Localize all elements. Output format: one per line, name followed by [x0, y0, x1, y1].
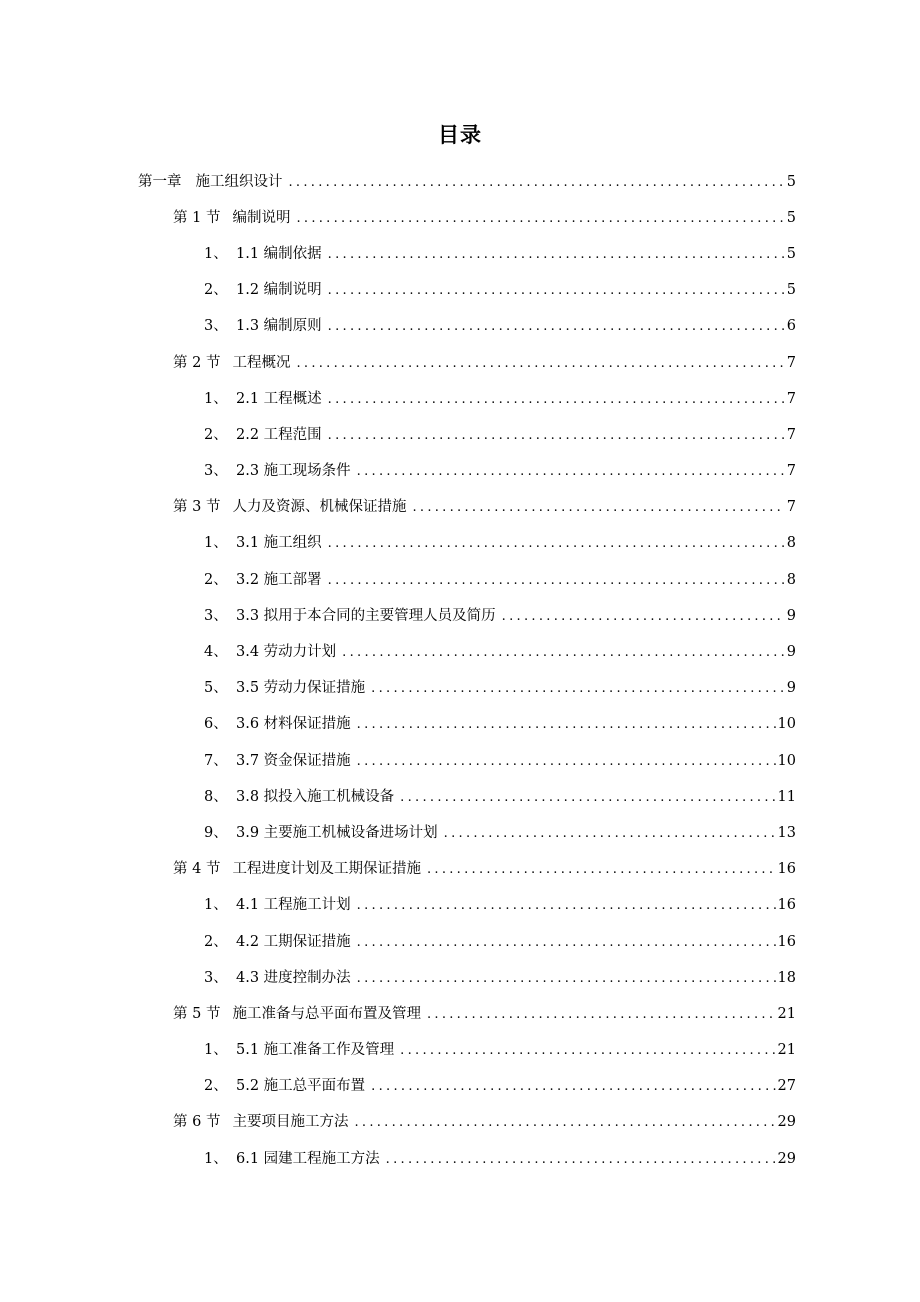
toc-entry-line [173, 495, 796, 516]
toc-entry-text: 3.2 施工部署 [236, 571, 322, 588]
toc-leader-dots [296, 211, 784, 226]
toc-entry[interactable] [0, 1067, 920, 1103]
toc-leader-dots [371, 1079, 775, 1094]
toc-leader-dots [357, 717, 776, 732]
toc-entry-number: 7、 [204, 752, 228, 769]
toc-leader-dots [412, 500, 784, 515]
toc-entry[interactable] [0, 741, 920, 777]
toc-entry[interactable] [0, 669, 920, 705]
toc-entry[interactable] [0, 234, 920, 270]
toc-entry-page: 21 [777, 1005, 796, 1022]
toc-leader-dots [357, 754, 776, 769]
toc-entry-text: 3.7 资金保证措施 [236, 752, 351, 769]
toc-entry[interactable] [0, 415, 920, 451]
toc-entry-page: 13 [777, 824, 796, 841]
toc-entry[interactable] [0, 560, 920, 596]
toc-entry-line [204, 423, 796, 444]
toc-entry-number: 1、 [204, 245, 228, 262]
toc-entry-number: 3、 [204, 607, 228, 624]
toc-entry-number: 1、 [204, 390, 228, 407]
toc-leader-dots [386, 1152, 776, 1167]
toc-entry-page: 5 [786, 282, 796, 299]
toc-entry-text: 5.1 施工准备工作及管理 [236, 1042, 395, 1059]
toc-entry-line [173, 206, 796, 227]
toc-entry-text: 3.6 材料保证措施 [236, 716, 351, 733]
toc-entry-number: 第 2 节 [173, 354, 221, 371]
toc-entry-number: 6、 [204, 716, 228, 733]
toc-entry-line [173, 351, 796, 372]
toc-entry[interactable] [0, 777, 920, 813]
toc-entry-text: 1.1 编制依据 [236, 245, 322, 262]
toc-entry-text: 1.3 编制原则 [236, 318, 322, 335]
toc-entry-line [204, 785, 796, 806]
toc-entry-page: 16 [777, 897, 796, 914]
toc-entry-text: 3.1 施工组织 [236, 535, 322, 552]
toc-leader-dots [357, 464, 785, 479]
toc-entry-text: 工程概况 [232, 354, 291, 371]
toc-leader-dots [371, 681, 785, 696]
toc-leader-dots [444, 826, 776, 841]
toc-entry-line [204, 640, 796, 661]
toc-entry-page: 9 [786, 644, 796, 661]
toc-entry[interactable] [0, 1139, 920, 1175]
toc-entry-number: 3、 [204, 318, 228, 335]
toc-entry-line [204, 242, 796, 263]
toc-entry-number: 第 6 节 [173, 1114, 221, 1131]
toc-entry-number: 第一章 [138, 173, 182, 190]
toc-entry[interactable] [0, 379, 920, 415]
toc-entry-text: 4.1 工程施工计划 [236, 897, 351, 914]
toc-entry[interactable] [0, 886, 920, 922]
toc-entry-text: 3.9 主要施工机械设备进场计划 [236, 824, 438, 841]
toc-leader-dots [357, 898, 776, 913]
toc-entry[interactable] [0, 1031, 920, 1067]
toc-entry-page: 6 [786, 318, 796, 335]
toc-entry-page: 9 [786, 680, 796, 697]
toc-entry-text: 5.2 施工总平面布置 [236, 1078, 366, 1095]
toc-entry-line [204, 531, 796, 552]
toc-entry-page: 10 [777, 716, 796, 733]
toc-leader-dots [296, 356, 784, 371]
toc-entry[interactable] [0, 813, 920, 849]
toc-leader-dots [328, 247, 785, 262]
toc-entry[interactable] [0, 271, 920, 307]
toc-entry-number: 9、 [204, 824, 228, 841]
toc-entry-line [173, 1002, 796, 1023]
toc-leader-dots [342, 645, 785, 660]
toc-entry-page: 16 [777, 933, 796, 950]
toc-leader-dots [400, 1043, 775, 1058]
toc-leader-dots [502, 609, 785, 624]
toc-entry-number: 2、 [204, 933, 228, 950]
toc-entry-text: 2.2 工程范围 [236, 426, 322, 443]
toc-entry-line [204, 1074, 796, 1095]
toc-entry[interactable] [0, 632, 920, 668]
toc-entry-number: 1、 [204, 897, 228, 914]
toc-entry-number: 第 5 节 [173, 1005, 221, 1022]
toc-entry[interactable] [0, 452, 920, 488]
toc-entry-number: 3、 [204, 463, 228, 480]
toc-entry-page: 11 [777, 788, 796, 805]
toc-entry-number: 1、 [204, 1150, 228, 1167]
toc-leader-dots [427, 1007, 776, 1022]
toc-entry[interactable] [0, 307, 920, 343]
toc-entry-page: 5 [786, 209, 796, 226]
toc-entry-text: 4.3 进度控制办法 [236, 969, 351, 986]
toc-entry-text: 4.2 工期保证措施 [236, 933, 351, 950]
toc-entry-page: 29 [777, 1114, 796, 1131]
toc-entry-number: 5、 [204, 680, 228, 697]
toc-entry-page: 8 [786, 571, 796, 588]
toc-entry-page: 7 [786, 390, 796, 407]
toc-entry-number: 4、 [204, 644, 228, 661]
toc-entry-number: 第 1 节 [173, 209, 221, 226]
toc-entry[interactable] [0, 162, 920, 198]
toc-entry-text: 工程进度计划及工期保证措施 [232, 861, 421, 878]
toc-entry[interactable] [0, 1103, 920, 1139]
toc-leader-dots [357, 971, 776, 986]
toc-entry-line [204, 966, 796, 987]
toc-entry-text: 3.4 劳动力计划 [236, 644, 337, 661]
toc-entry-text: 3.3 拟用于本合同的主要管理人员及简历 [236, 607, 496, 624]
toc-entry-number: 8、 [204, 788, 228, 805]
toc-entry-line [204, 821, 796, 842]
toc-entry-line [204, 1147, 796, 1168]
toc-entry-line [138, 170, 796, 191]
toc-title: 目录 [438, 123, 482, 147]
toc-entry-number: 2、 [204, 1078, 228, 1095]
toc-entry-number: 2、 [204, 426, 228, 443]
toc-entry-text: 施工组织设计 [195, 173, 283, 190]
toc-entry-number: 1、 [204, 1042, 228, 1059]
toc-entry-number: 1、 [204, 535, 228, 552]
toc-entry-page: 7 [786, 463, 796, 480]
toc-entry-line [204, 314, 796, 335]
toc-entry-line [204, 749, 796, 770]
toc-entry-text: 3.8 拟投入施工机械设备 [236, 788, 395, 805]
toc-entry[interactable] [0, 994, 920, 1030]
toc-entry-page: 8 [786, 535, 796, 552]
toc-leader-dots [427, 862, 776, 877]
toc-entry-page: 7 [786, 354, 796, 371]
toc-entry[interactable] [0, 596, 920, 632]
toc-entry-text: 6.1 园建工程施工方法 [236, 1150, 380, 1167]
toc-leader-dots [357, 935, 776, 950]
toc-entry[interactable] [0, 524, 920, 560]
toc-leader-dots [328, 319, 785, 334]
toc-entry-page: 29 [777, 1150, 796, 1167]
toc-entry-number: 2、 [204, 571, 228, 588]
toc-entry-line [204, 712, 796, 733]
toc-entry[interactable] [0, 343, 920, 379]
toc-entry[interactable] [0, 850, 920, 886]
toc-entry-line [204, 930, 796, 951]
toc-entry[interactable] [0, 488, 920, 524]
toc-entry-line [204, 604, 796, 625]
toc-entry-line [204, 893, 796, 914]
toc-entry-line [204, 459, 796, 480]
toc-entry-line [204, 278, 796, 299]
toc-leader-dots [328, 428, 785, 443]
toc-entry-page: 27 [777, 1078, 796, 1095]
toc-leader-dots [354, 1115, 775, 1130]
toc-entry-text: 3.5 劳动力保证措施 [236, 680, 366, 697]
toc-entry-text: 2.3 施工现场条件 [236, 463, 351, 480]
toc-entry-line [204, 387, 796, 408]
toc-entry-number: 第 4 节 [173, 861, 221, 878]
toc-entry-number: 3、 [204, 969, 228, 986]
toc-entry[interactable] [0, 958, 920, 994]
toc-leader-dots [400, 790, 775, 805]
toc-entry-number: 第 3 节 [173, 499, 221, 516]
toc-leader-dots [328, 536, 785, 551]
toc-leader-dots [328, 573, 785, 588]
toc-entry[interactable] [0, 922, 920, 958]
toc-entry-text: 主要项目施工方法 [232, 1114, 349, 1131]
toc-entry-page: 7 [786, 499, 796, 516]
toc-entry-line [173, 857, 796, 878]
toc-entry-page: 7 [786, 426, 796, 443]
toc-entry[interactable] [0, 705, 920, 741]
toc-entry-page: 5 [786, 173, 796, 190]
toc-entry-number: 2、 [204, 282, 228, 299]
toc-leader-dots [328, 392, 785, 407]
toc-entry-page: 18 [777, 969, 796, 986]
toc-leader-dots [289, 175, 785, 190]
toc-entry-text: 2.1 工程概述 [236, 390, 322, 407]
toc-entry-text: 编制说明 [232, 209, 291, 226]
toc-list [0, 162, 920, 1175]
toc-entry-text: 人力及资源、机械保证措施 [232, 499, 407, 516]
toc-entry-page: 5 [786, 245, 796, 262]
toc-leader-dots [328, 283, 785, 298]
toc-entry-line [173, 1110, 796, 1131]
toc-entry-line [204, 1038, 796, 1059]
toc-entry-text: 施工准备与总平面布置及管理 [232, 1005, 421, 1022]
toc-entry[interactable] [0, 198, 920, 234]
toc-entry-text: 1.2 编制说明 [236, 282, 322, 299]
toc-entry-line [204, 568, 796, 589]
toc-entry-page: 16 [777, 861, 796, 878]
toc-entry-line [204, 676, 796, 697]
toc-entry-page: 21 [777, 1042, 796, 1059]
toc-entry-page: 10 [777, 752, 796, 769]
toc-entry-page: 9 [786, 607, 796, 624]
